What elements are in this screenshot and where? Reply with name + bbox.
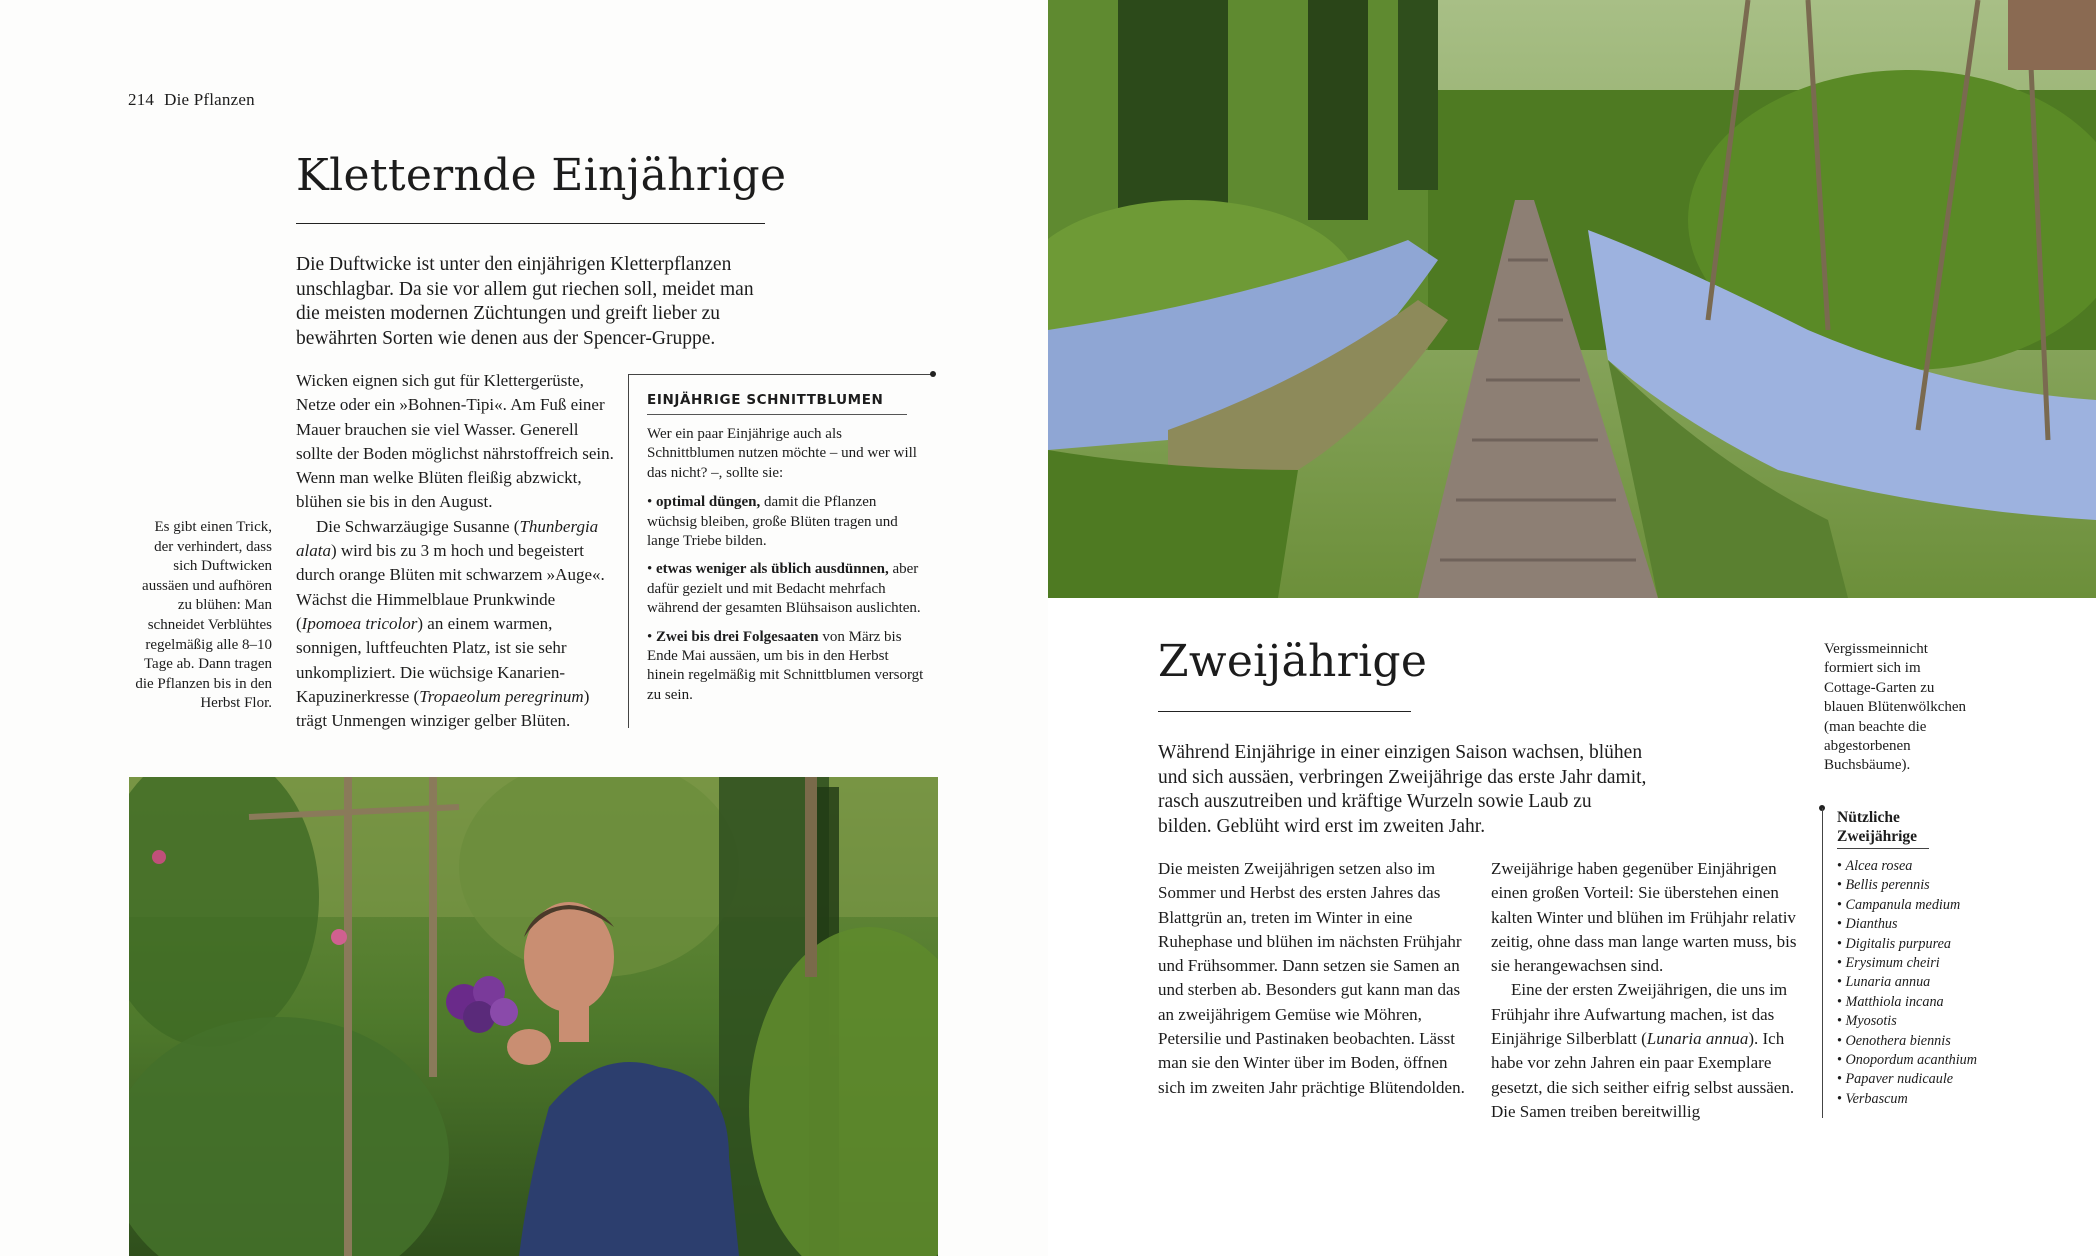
box-list-item: • optimal düngen, damit die Pflanzen wüchsig bleiben, große Blüten tragen und lange Triebe bilden. xyxy=(647,494,898,550)
latin-name: Ipomoea tricolor xyxy=(301,613,418,633)
useful-biennials-list xyxy=(1837,857,2007,1109)
latin-name: Lunaria annua xyxy=(1646,1029,1749,1049)
latin-name: Thunbergia alata xyxy=(296,516,599,561)
side-note: Es gibt einen Trick, der verhindert, dass sich Duftwicken aussäen und aufhören zu blühen: Man schneidet Verblühtes regelmäßig alle 8–10 Tage ab. Dann tragen die Pflanzen bis in den Herbst Flor. xyxy=(135,519,272,712)
plant-list-item: • Papaver nudicaule xyxy=(1837,1070,2007,1089)
garden-path-photo-graphic xyxy=(1048,0,2096,598)
latin-name: Tropaeolum peregrinum xyxy=(419,686,584,706)
plant-list-item: • Bellis perennis xyxy=(1837,876,2007,895)
plant-list-item: • Campanula medium xyxy=(1837,896,2007,915)
garden-path-photo xyxy=(1048,0,2096,598)
section-name: Die Pflanzen xyxy=(164,90,255,109)
right-heading-rule xyxy=(1158,711,1411,712)
left-body-paragraph-1: Wicken eignen sich gut für Klettergerüste, Netze oder ein »Bohnen-Tipi«. Am Fuß einer Mauer brauchen sie viel Wasser. Generell sollte der Boden möglichst nährstoffreich sein. Wenn man welke Blüten fleißig abzwickt, blühen sie bis in den August. xyxy=(296,371,614,512)
gardener-photo-graphic xyxy=(129,777,938,1256)
box-list xyxy=(647,493,927,705)
page-number: 214 xyxy=(128,90,155,109)
right-body-column-2: Zweijährige haben gegenüber Einjährigen einen großen Vorteil: Sie überstehen einen kalten Winter und blühen im Frühjahr relativ zeitig, ohne dass man lange warten muss, bis sie herangewachsen sind. Eine der ersten Zweijährigen, die uns im Frühjahr ihre Aufwartung machen, ist das Einjährige Silberblatt (Lunaria annua). Ich habe vor zehn Jahren ein paar Exemplare gesetzt, die sich seither eifrig selbst aussäen. Die Samen treiben bereitwillig xyxy=(1491,859,1797,1121)
left-heading: Kletternde Einjährige xyxy=(296,150,787,201)
box-corner-dot xyxy=(930,371,936,377)
plant-list-item: • Matthiola incana xyxy=(1837,993,2007,1012)
plant-list-item: • Alcea rosea xyxy=(1837,857,2007,876)
right-body-column-1: Die meisten Zweijährigen setzen also im Sommer und Herbst des ersten Jahres das Blattgrün an, treten im Winter in eine Ruhephase und blühen im nächsten Frühjahr und Frühsommer. Dann setzen sie Samen an und sterben ab. Besonders gut kann man das an zweijährigem Gemüse wie Möhren, Petersilie und Pastinaken beobachten. Lässt man sie den Winter über im Boden, öffnen sich im zweiten Jahr prächtige Blütendolden. xyxy=(1158,859,1465,1097)
plant-list-item: • Myosotis xyxy=(1837,1012,2007,1031)
left-body-paragraph-2: Die Schwarzäugige Susanne (Thunbergia alata) wird bis zu 3 m hoch und begeistert durch orange Blüten mit schwarzem »Auge«. Wächst die Himmelblaue Prunkwinde (Ipomoea tricolor) an einem warmen, sonnigen, luftfeuchten Platz, ist sie sehr unkompliziert. Die wüchsige Kanarien-Kapuzinerkresse (Tropaeolum peregrinum) trägt Unmengen winziger gelber Blüten. xyxy=(296,516,605,731)
box-list-item: • etwas weniger als üblich ausdünnen, aber dafür gezielt und mit Bedacht mehrfach während der gesamten Blühsaison auslichten. xyxy=(647,561,921,617)
photo-caption: Vergissmeinnicht formiert sich im Cottage-Garten zu blauen Blütenwölkchen (man beachte die abgestorbenen Buchsbäume). xyxy=(1824,641,1967,774)
cut-flowers-box xyxy=(628,374,927,728)
plant-list-item: • Lunaria annua xyxy=(1837,973,2007,992)
useful-biennials-title-rule xyxy=(1837,848,1929,849)
plant-list-item: • Verbascum xyxy=(1837,1090,2007,1109)
gardener-photo xyxy=(129,777,938,1256)
plant-list-item: • Digitalis purpurea xyxy=(1837,935,2007,954)
left-lead-paragraph: Die Duftwicke ist unter den einjährigen Kletterpflanzen unschlagbar. Da sie vor allem gut riechen soll, meidet man die meisten modernen Züchtungen und greift lieber zu bewährten Sorten wie denen aus der Spencer-Gruppe. xyxy=(296,254,754,349)
right-lead-paragraph: Während Einjährige in einer einzigen Saison wachsen, blühen und sich aussäen, verbringen Zweijährige das erste Jahr damit, rasch auszutreiben und kräftige Wurzeln sowie Laub zu bilden. Geblüht wird erst im zweiten Jahr. xyxy=(1158,742,1647,837)
right-heading: Zweijährige xyxy=(1158,636,1428,687)
box-list-item: • Zwei bis drei Folgesaaten von März bis Ende Mai aussäen, um bis in den Herbst hinein regelmäßig mit Schnittblumen versorgt zu sein. xyxy=(647,628,924,703)
box-title: EINJÄHRIGE SCHNITTBLUMEN xyxy=(647,392,907,415)
running-head xyxy=(128,90,255,110)
box-intro: Wer ein paar Einjährige auch als Schnittblumen nutzen möchte – und wer will das nicht? –, sollte sie: xyxy=(647,426,917,481)
left-body-text xyxy=(296,369,618,733)
plant-list-item: • Erysimum cheiri xyxy=(1837,954,2007,973)
useful-biennials-box xyxy=(1822,808,2007,1118)
plant-list-item: • Dianthus xyxy=(1837,915,2007,934)
plant-list-item: • Onopordum acanthium xyxy=(1837,1051,2007,1070)
useful-biennials-title: Nützliche Zweijährige xyxy=(1837,809,1918,845)
left-heading-rule xyxy=(296,223,765,224)
plant-list-item: • Oenothera biennis xyxy=(1837,1032,2007,1051)
